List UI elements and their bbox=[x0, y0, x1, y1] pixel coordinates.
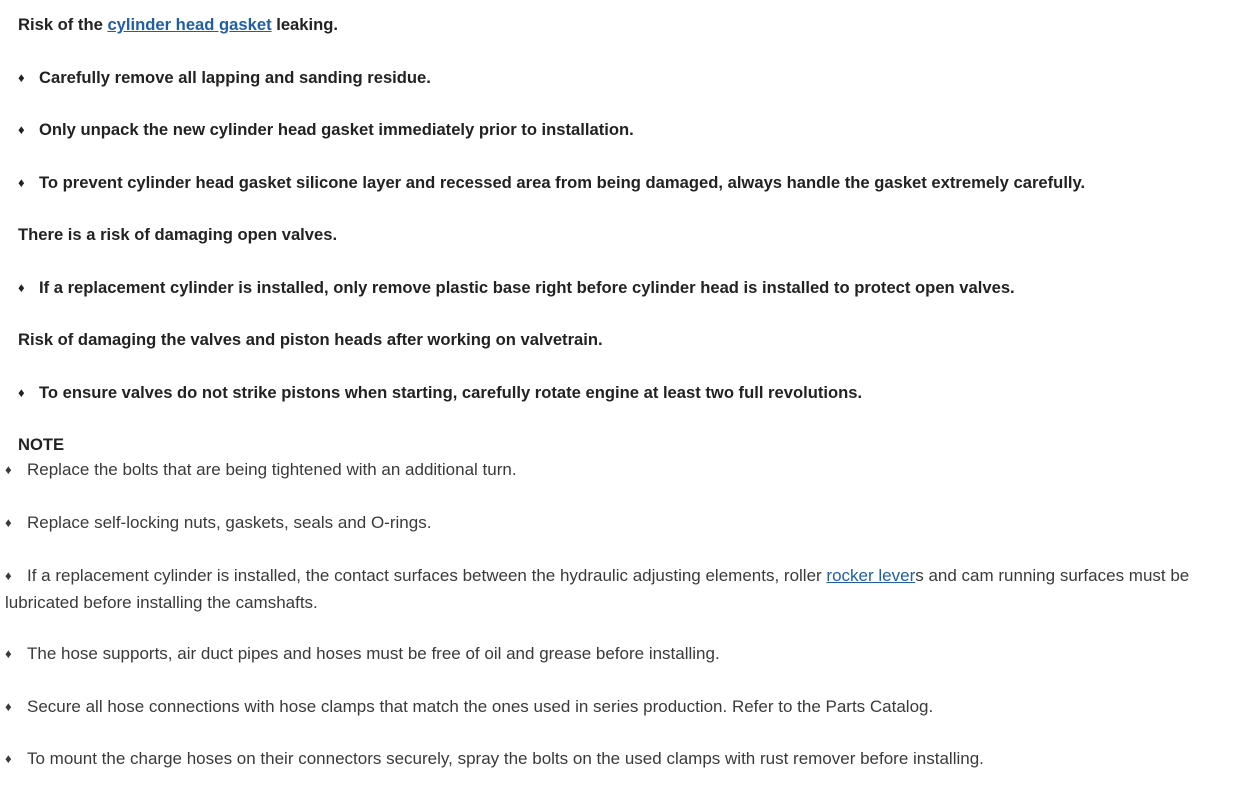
list-item-text: Replace the bolts that are being tightened with an additional turn. bbox=[27, 460, 517, 479]
note-heading-text: NOTE bbox=[18, 435, 65, 454]
list-item-text: Replace self-locking nuts, gaskets, seals and O-rings. bbox=[27, 513, 432, 532]
list-item bbox=[5, 459, 517, 481]
list-item bbox=[18, 382, 862, 404]
bullet-icon: ♦ bbox=[5, 568, 12, 583]
list-item-text: Carefully remove all lapping and sanding residue. bbox=[39, 68, 431, 87]
warning-cylinder-head-gasket bbox=[18, 14, 338, 36]
list-item-text: Only unpack the new cylinder head gasket immediately prior to installation. bbox=[39, 120, 634, 139]
list-item-text: To prevent cylinder head gasket silicone layer and recessed area from being damaged, always handle the gasket extremely carefully. bbox=[39, 173, 1086, 192]
rocker-lever-link[interactable]: rocker lever bbox=[826, 566, 916, 585]
list-item bbox=[5, 512, 431, 534]
bullet-icon: ♦ bbox=[18, 385, 25, 400]
bullet-icon: ♦ bbox=[18, 280, 25, 295]
list-item bbox=[5, 643, 720, 665]
list-item-text: Secure all hose connections with hose clamps that match the ones used in series production. Refer to the Parts Catalog. bbox=[27, 697, 934, 716]
list-item bbox=[18, 119, 634, 141]
bullet-icon: ♦ bbox=[18, 70, 25, 85]
cylinder-head-gasket-link[interactable]: cylinder head gasket bbox=[107, 15, 272, 34]
bullet-icon: ♦ bbox=[5, 462, 12, 477]
bullet-icon: ♦ bbox=[18, 122, 25, 137]
list-item-text: If a replacement cylinder is installed, only remove plastic base right before cylinder head is installed to protect open valves. bbox=[39, 278, 1015, 297]
list-item-text: The hose supports, air duct pipes and hoses must be free of oil and grease before installing. bbox=[27, 644, 720, 663]
list-item bbox=[18, 277, 1015, 299]
warning-text: Risk of damaging the valves and piston heads after working on valvetrain. bbox=[18, 330, 603, 349]
bullet-icon: ♦ bbox=[18, 175, 25, 190]
list-item-text-post: s and cam running surfaces must be lubricated before installing the camshafts. bbox=[5, 566, 1190, 612]
list-item bbox=[18, 172, 1085, 194]
warning-valvetrain bbox=[18, 329, 603, 351]
list-item bbox=[18, 67, 431, 89]
warning-text: There is a risk of damaging open valves. bbox=[18, 225, 338, 244]
bullet-icon: ♦ bbox=[5, 751, 12, 766]
warning-text-pre: Risk of the bbox=[18, 15, 108, 34]
warning-open-valves bbox=[18, 224, 337, 246]
list-item-text-pre: If a replacement cylinder is installed, the contact surfaces between the hydraulic adjusting elements, roller bbox=[27, 566, 827, 585]
list-item bbox=[5, 696, 933, 718]
list-item bbox=[5, 748, 984, 770]
warning-text-post: leaking. bbox=[271, 15, 339, 34]
list-item-text: To mount the charge hoses on their connectors securely, spray the bolts on the used clamps with rust remover before installing. bbox=[27, 749, 984, 768]
bullet-icon: ♦ bbox=[5, 646, 12, 661]
list-item-text: To ensure valves do not strike pistons when starting, carefully rotate engine at least two full revolutions. bbox=[39, 383, 863, 402]
bullet-icon: ♦ bbox=[5, 515, 12, 530]
bullet-icon: ♦ bbox=[5, 699, 12, 714]
note-heading bbox=[18, 434, 64, 456]
list-item-lubrication bbox=[5, 562, 1245, 616]
